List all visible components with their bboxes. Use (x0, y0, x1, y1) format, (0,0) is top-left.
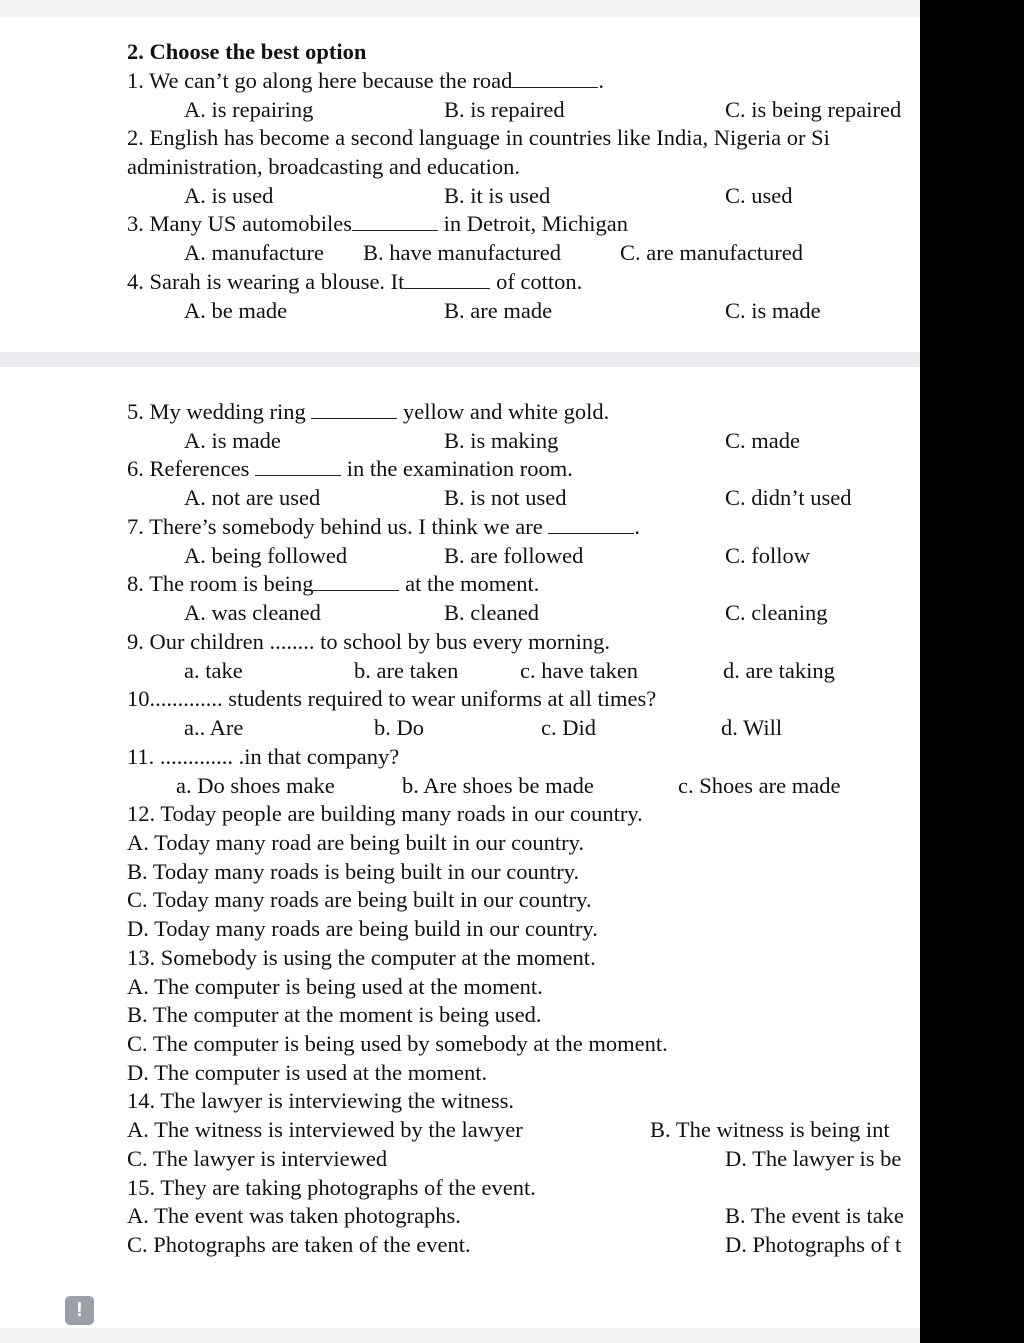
q10-option-c: c. Did (541, 715, 596, 740)
q5-option-a: A. is made (184, 428, 281, 453)
bottom-gap (0, 1328, 920, 1343)
right-black-bar (920, 0, 1024, 1343)
question-2-continued: administration, broadcasting and education. (127, 154, 521, 179)
q15-option-c: C. Photographs are taken of the event. (127, 1232, 471, 1257)
q6-option-a: A. not are used (184, 485, 321, 510)
q8-option-b: B. cleaned (444, 600, 539, 625)
q2-option-b: B. it is used (444, 183, 551, 208)
q12-option-b: B. Today many roads is being built in our country. (127, 859, 580, 884)
q14-option-b: B. The witness is being int (650, 1117, 890, 1142)
section-title: 2. Choose the best option (127, 39, 367, 64)
q11-option-a: a. Do shoes make (176, 773, 335, 798)
q9-option-a: a. take (184, 658, 243, 683)
q4-option-b: B. are made (444, 298, 553, 323)
q9-option-b: b. are taken (354, 658, 459, 683)
q8-option-c: C. cleaning (725, 600, 828, 625)
exclamation-icon[interactable]: ! (65, 1296, 94, 1325)
question-12: 12. Today people are building many roads in our country. (127, 801, 643, 826)
q1-option-b: B. is repaired (444, 97, 565, 122)
q9-option-c: c. have taken (520, 658, 639, 683)
question-6: 6. References in the examination room. (127, 456, 573, 481)
q14-option-d: D. The lawyer is be (725, 1146, 902, 1171)
question-10: 10............. students required to wear uniforms at all times? (127, 686, 657, 711)
q12-option-c: C. Today many roads are being built in our country. (127, 887, 592, 912)
answer-blank (255, 457, 341, 476)
q4-option-c: C. is made (725, 298, 821, 323)
q6-option-c: C. didn’t used (725, 485, 852, 510)
question-15: 15. They are taking photographs of the event. (127, 1175, 536, 1200)
q7-option-a: A. being followed (184, 543, 348, 568)
q13-option-d: D. The computer is used at the moment. (127, 1060, 488, 1085)
q12-option-d: D. Today many roads are being build in our country. (127, 916, 598, 941)
q3-option-b: B. have manufactured (363, 240, 562, 265)
q14-option-a: A. The witness is interviewed by the lawyer (127, 1117, 523, 1142)
q1-option-c: C. is being repaired (725, 97, 902, 122)
answer-blank (352, 212, 438, 231)
question-13: 13. Somebody is using the computer at the moment. (127, 945, 596, 970)
answer-blank (404, 270, 490, 289)
q14-option-c: C. The lawyer is interviewed (127, 1146, 388, 1171)
q15-option-d: D. Photographs of t (725, 1232, 902, 1257)
q2-option-a: A. is used (184, 183, 274, 208)
q6-option-b: B. is not used (444, 485, 567, 510)
q3-option-c: C. are manufactured (620, 240, 804, 265)
q5-option-c: C. made (725, 428, 800, 453)
q4-option-a: A. be made (184, 298, 288, 323)
question-11: 11. ............. .in that company? (127, 744, 400, 769)
answer-blank (512, 69, 598, 88)
top-gap (0, 0, 920, 17)
answer-blank (313, 572, 399, 591)
question-2: 2. English has become a second language in countries like India, Nigeria or Si (127, 125, 830, 150)
answer-blank (548, 515, 634, 534)
question-5: 5. My wedding ring yellow and white gold. (127, 399, 610, 424)
q11-option-b: b. Are shoes be made (402, 773, 594, 798)
q13-option-b: B. The computer at the moment is being used. (127, 1002, 542, 1027)
q7-option-b: B. are followed (444, 543, 584, 568)
q13-option-a: A. The computer is being used at the moment. (127, 974, 543, 999)
q11-option-c: c. Shoes are made (678, 773, 841, 798)
q15-option-a: A. The event was taken photographs. (127, 1203, 461, 1228)
question-14: 14. The lawyer is interviewing the witness. (127, 1088, 515, 1113)
document-page-1 (0, 17, 920, 352)
q13-option-c: C. The computer is being used by somebody at the moment. (127, 1031, 668, 1056)
question-7: 7. There’s somebody behind us. I think we are . (127, 514, 640, 539)
q8-option-a: A. was cleaned (184, 600, 321, 625)
answer-blank (311, 400, 397, 419)
q10-option-a: a.. Are (184, 715, 244, 740)
question-3: 3. Many US automobiles in Detroit, Michigan (127, 211, 628, 236)
document-page-2 (0, 367, 920, 1328)
question-4: 4. Sarah is wearing a blouse. It of cotton. (127, 269, 583, 294)
q7-option-c: C. follow (725, 543, 811, 568)
q10-option-d: d. Will (721, 715, 783, 740)
question-1: 1. We can’t go along here because the road . (127, 68, 604, 93)
q2-option-c: C. used (725, 183, 793, 208)
question-8: 8. The room is being at the moment. (127, 571, 540, 596)
question-9: 9. Our children ........ to school by bus every morning. (127, 629, 611, 654)
q9-option-d: d. are taking (723, 658, 835, 683)
q3-option-a: A. manufacture (184, 240, 324, 265)
q12-option-a: A. Today many road are being built in our country. (127, 830, 585, 855)
q5-option-b: B. is making (444, 428, 559, 453)
q10-option-b: b. Do (374, 715, 424, 740)
q15-option-b: B. The event is take (725, 1203, 904, 1228)
q1-option-a: A. is repairing (184, 97, 314, 122)
